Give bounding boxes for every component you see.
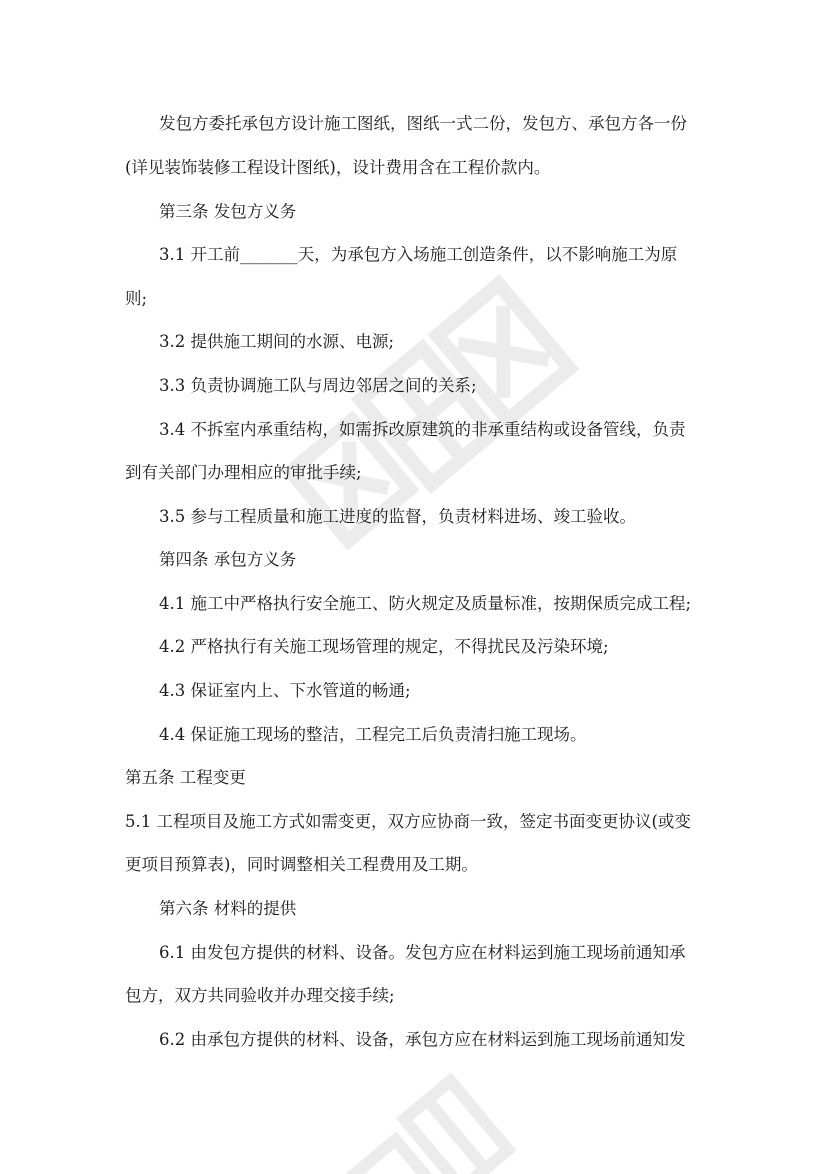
paragraph-line: 3.2 提供施工期间的水源、电源; (159, 332, 395, 351)
paragraph-line: 3.4 不拆室内承重结构，如需拆改原建筑的非承重结构或设备管线，负责 (159, 420, 686, 439)
paragraph-line: 6.1 由发包方提供的材料、设备。发包方应在材料运到施工现场前通知承 (159, 943, 686, 962)
section-heading-5: 第五条 工程变更 (125, 768, 246, 787)
watermark-logo-bottom (330, 1050, 530, 1174)
paragraph-line: 发包方委托承包方设计施工图纸，图纸一式二份，发包方、承包方各一份 (159, 114, 687, 133)
paragraph-line: 3.1 开工前_______天，为承包方入场施工创造条件，以不影响施工为原 (159, 245, 678, 264)
paragraph-line: 更项目预算表)，同时调整相关工程费用及工期。 (125, 855, 478, 874)
paragraph-line: 4.3 保证室内上、下水管道的畅通; (159, 681, 411, 700)
paragraph-line: 4.2 严格执行有关施工现场管理的规定，不得扰民及污染环境; (159, 637, 609, 656)
paragraph-line: 包方，双方共同验收并办理交接手续; (125, 986, 395, 1005)
paragraph-line: 3.5 参与工程质量和施工进度的监督，负责材料进场、竣工验收。 (159, 507, 636, 526)
paragraph-line: 4.4 保证施工现场的整洁，工程完工后负责清扫施工现场。 (159, 725, 587, 744)
paragraph-line: 3.3 负责协调施工队与周边邻居之间的关系; (159, 376, 477, 395)
section-heading-3: 第三条 发包方义务 (159, 202, 297, 221)
paragraph-line: 到有关部门办理相应的审批手续; (125, 463, 362, 482)
section-heading-4: 第四条 承包方义务 (159, 550, 297, 569)
paragraph-line: (详见装饰装修工程设计图纸)，设计费用含在工程价款内。 (125, 158, 551, 177)
paragraph-line: 6.2 由承包方提供的材料、设备，承包方应在材料运到施工现场前通知发 (159, 1030, 686, 1049)
paragraph-line: 4.1 施工中严格执行安全施工、防火规定及质量标准，按期保质完成工程; (159, 594, 692, 613)
paragraph-line: 5.1 工程项目及施工方式如需变更，双方应协商一致，签定书面变更协议(或变 (125, 812, 691, 831)
paragraph-line: 则; (125, 289, 148, 308)
section-heading-6: 第六条 材料的提供 (159, 899, 297, 918)
